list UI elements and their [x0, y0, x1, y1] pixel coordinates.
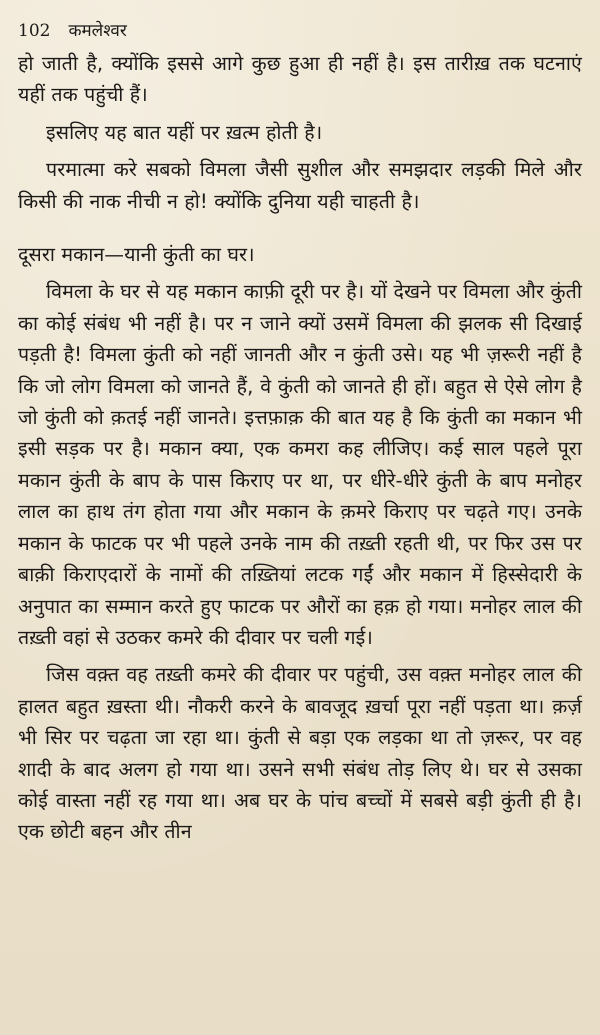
- page-body: [18, 48, 582, 848]
- paragraph: जिस वक़्त वह तख़्ती कमरे की दीवार पर पहुंची, उस वक़्त मनोहर लाल की हालत बहुत ख़स्ता थी। नौकरी करने के बावजूद ख़र्चा पूरा नहीं पड़ता था। क़र्ज़ भी सिर पर चढ़ता जा रहा था। कुंती से बड़ा एक लड़का था तो ज़रूर, पर वह शादी के बाद अलग हो गया था। उसने सभी संबंध तोड़ लिए थे। घर से उसका कोई वास्ता नहीं रह गया था। अब घर के पांच बच्चों में सबसे बड़ी कुंती ही है। एक छोटी बहन और तीन: [18, 663, 582, 844]
- page-number: 102: [18, 21, 51, 41]
- running-header: [18, 20, 582, 48]
- section-heading: दूसरा मकान—यानी कुंती का घर।: [18, 243, 255, 267]
- running-head-author: कमलेश्वर: [68, 21, 127, 41]
- paragraph-continuation: हो जाती है, क्योंकि इससे आगे कुछ हुआ ही नहीं है। इस तारीख़ तक घटनाएं यहीं तक पहुंची हैं।: [18, 52, 582, 107]
- paragraph: विमला के घर से यह मकान काफ़ी दूरी पर है। यों देखने पर विमला और कुंती का कोई संबंध भी नहीं है। पर न जाने क्यों उसमें विमला की झलक सी दिखाई पड़ती है! विमला कुंती को नहीं जानती और न कुंती उसे। यह भी ज़रूरी नहीं है कि जो लोग विमला को जानते हैं, वे कुंती को जानते ही हों। बहुत से ऐसे लोग है जो कुंती को क़तई नहीं जानते। इत्तफ़ाक़ की बात यह है कि कुंती का मकान भी इसी सड़क पर है। मकान क्या, एक कमरा कह लीजिए। कई साल पहले पूरा मकान कुंती के बाप के पास किराए पर था, पर धीरे-धीरे कुंती के बाप मनोहर लाल का हाथ तंग होता गया और मकान के क़मरे किराए पर चढ़ते गए। उनके मकान के फाटक पर भी पहले उनके नाम की तख़्ती रहती थी, पर फिर उस पर बाक़ी किराएदारों के नामों की तख़्तियां लटक गईं और मकान में हिस्सेदारी के अनुपात का सम्मान करते हुए फाटक पर औरों का हक़ हो गया। मनोहर लाल की तख़्ती वहां से उठकर कमरे की दीवार पर चली गई।: [18, 280, 582, 649]
- paragraph: इसलिए यह बात यहीं पर ख़त्म होती है।: [46, 120, 323, 144]
- paragraph: परमात्मा करे सबको विमला जैसी सुशील और समझदार लड़की मिले और किसी की नाक नीची न हो! क्योंकि दुनिया यही चाहती है।: [18, 158, 582, 213]
